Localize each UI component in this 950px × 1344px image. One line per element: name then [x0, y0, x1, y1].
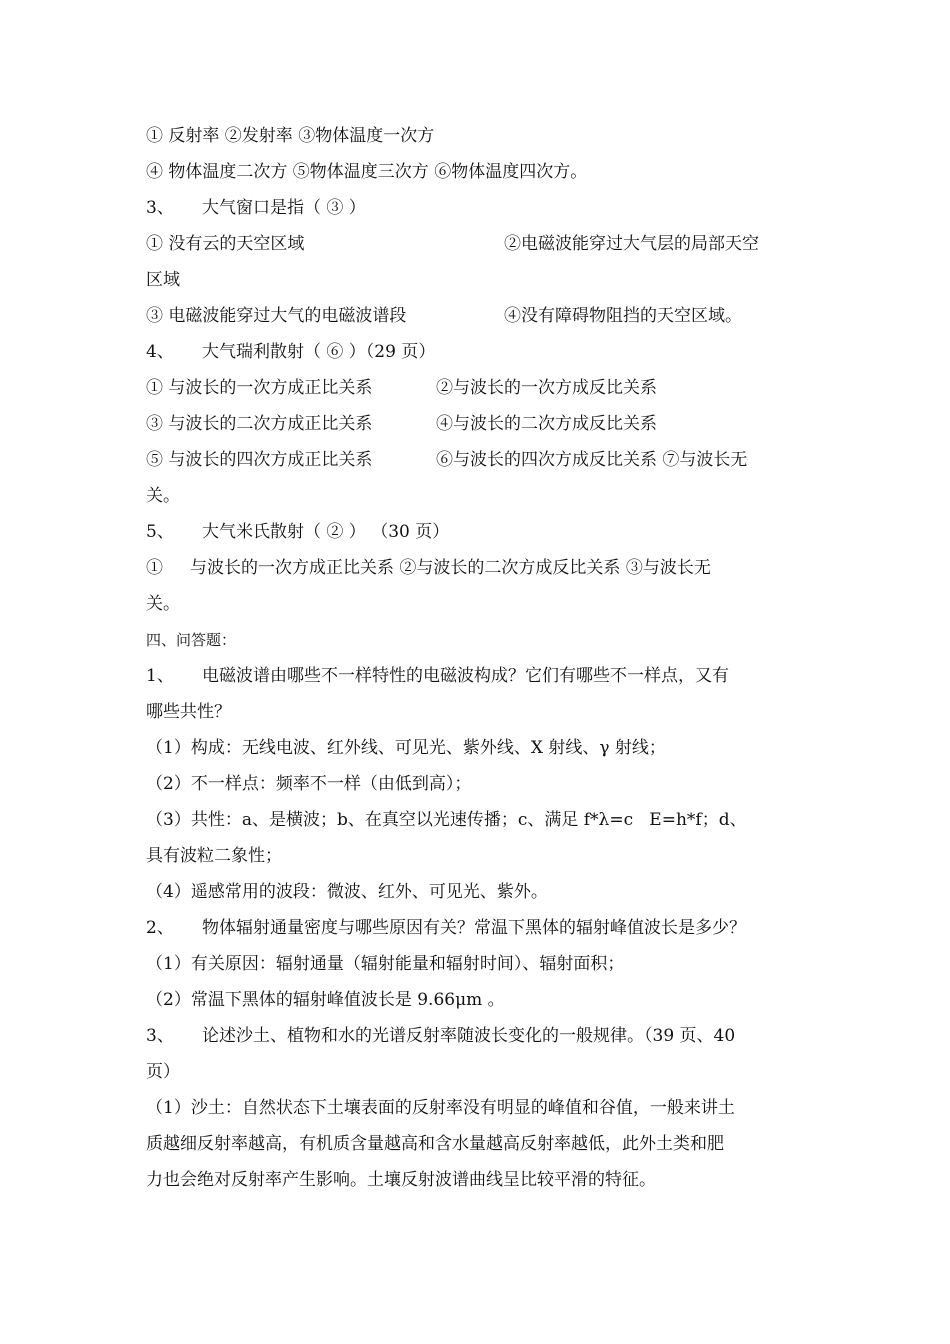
answer-2-question: 2、 物体辐射通量密度与哪些原因有关？常温下黑体的辐射峰值波长是多少？: [146, 918, 746, 938]
answer-3-item-1-wrap-1: 质越细反射率越高，有机质含量越高和含水量越高反射率越低，此外土类和肥: [146, 1134, 724, 1154]
answer-1-item-3: （3）共性：a、是横波；b、在真空以光速传播；c、满足 f*λ=c E=h*f；d、: [146, 810, 747, 830]
question-5: 5、 大气米氏散射（ ② ） （30 页）: [146, 522, 450, 542]
answer-1-question-wrap: 哪些共性？: [146, 702, 231, 722]
answer-1-item-2: （2）不一样点：频率不一样（由低到高）；: [146, 774, 472, 794]
section-heading: 四、问答题：: [146, 631, 237, 649]
answer-1-item-1: （1）构成：无线电波、红外线、可见光、紫外线、X 射线、γ 射线；: [146, 738, 666, 758]
answer-3-item-1: （1）沙土：自然状态下土壤表面的反射率没有明显的峰值和谷值，一般来讲土: [146, 1098, 735, 1118]
document-page: [146, 118, 806, 1198]
answer-2-item-1: （1）有关原因：辐射通量（辐射能量和辐射时间）、辐射面积；: [146, 954, 625, 974]
answer-3-question-wrap: 页）: [146, 1062, 180, 1082]
options-line-2: ④ 物体温度二次方 ⑤物体温度三次方 ⑥物体温度四次方。: [146, 162, 588, 182]
question-4-options-c: ⑤ 与波长的四次方成正比关系 ⑥与波长的四次方成反比关系 ⑦与波长无: [146, 450, 748, 470]
answer-3-question: 3、 论述沙土、植物和水的光谱反射率随波长变化的一般规律。（39 页、40: [146, 1026, 736, 1046]
question-4-options-a: ① 与波长的一次方成正比关系 ②与波长的一次方成反比关系: [146, 378, 657, 398]
answer-3-item-1-wrap-2: 力也会绝对反射率产生影响。土壤反射波谱曲线呈比较平滑的特征。: [146, 1170, 656, 1190]
answer-1-item-3-wrap: 具有波粒二象性；: [146, 846, 282, 866]
answer-1-question: 1、 电磁波谱由哪些不一样特性的电磁波构成？它们有哪些不一样点，又有: [146, 666, 729, 686]
question-5-options-wrap: 关。: [146, 594, 180, 614]
question-3-options-b: ③ 电磁波能穿过大气的电磁波谱段 ④没有障碍物阻挡的天空区域。: [146, 306, 742, 326]
question-3-options-a: ① 没有云的天空区域 ②电磁波能穿过大气层的局部天空: [146, 234, 759, 254]
answer-1-item-4: （4）遥感常用的波段：微波、红外、可见光、紫外。: [146, 882, 548, 902]
question-5-options: ① 与波长的一次方成正比关系 ②与波长的二次方成反比关系 ③与波长无: [146, 558, 711, 578]
question-3: 3、 大气窗口是指（ ③ ）: [146, 198, 366, 218]
question-3-options-a-wrap: 区域: [146, 270, 180, 290]
question-4-options-wrap: 关。: [146, 486, 180, 506]
options-line-1: ① 反射率 ②发射率 ③物体温度一次方: [146, 126, 435, 146]
answer-2-item-2: （2）常温下黑体的辐射峰值波长是 9.66μm 。: [146, 990, 505, 1010]
question-4: 4、 大气瑞利散射（ ⑥ ）（29 页）: [146, 342, 436, 362]
question-4-options-b: ③ 与波长的二次方成正比关系 ④与波长的二次方成反比关系: [146, 414, 657, 434]
